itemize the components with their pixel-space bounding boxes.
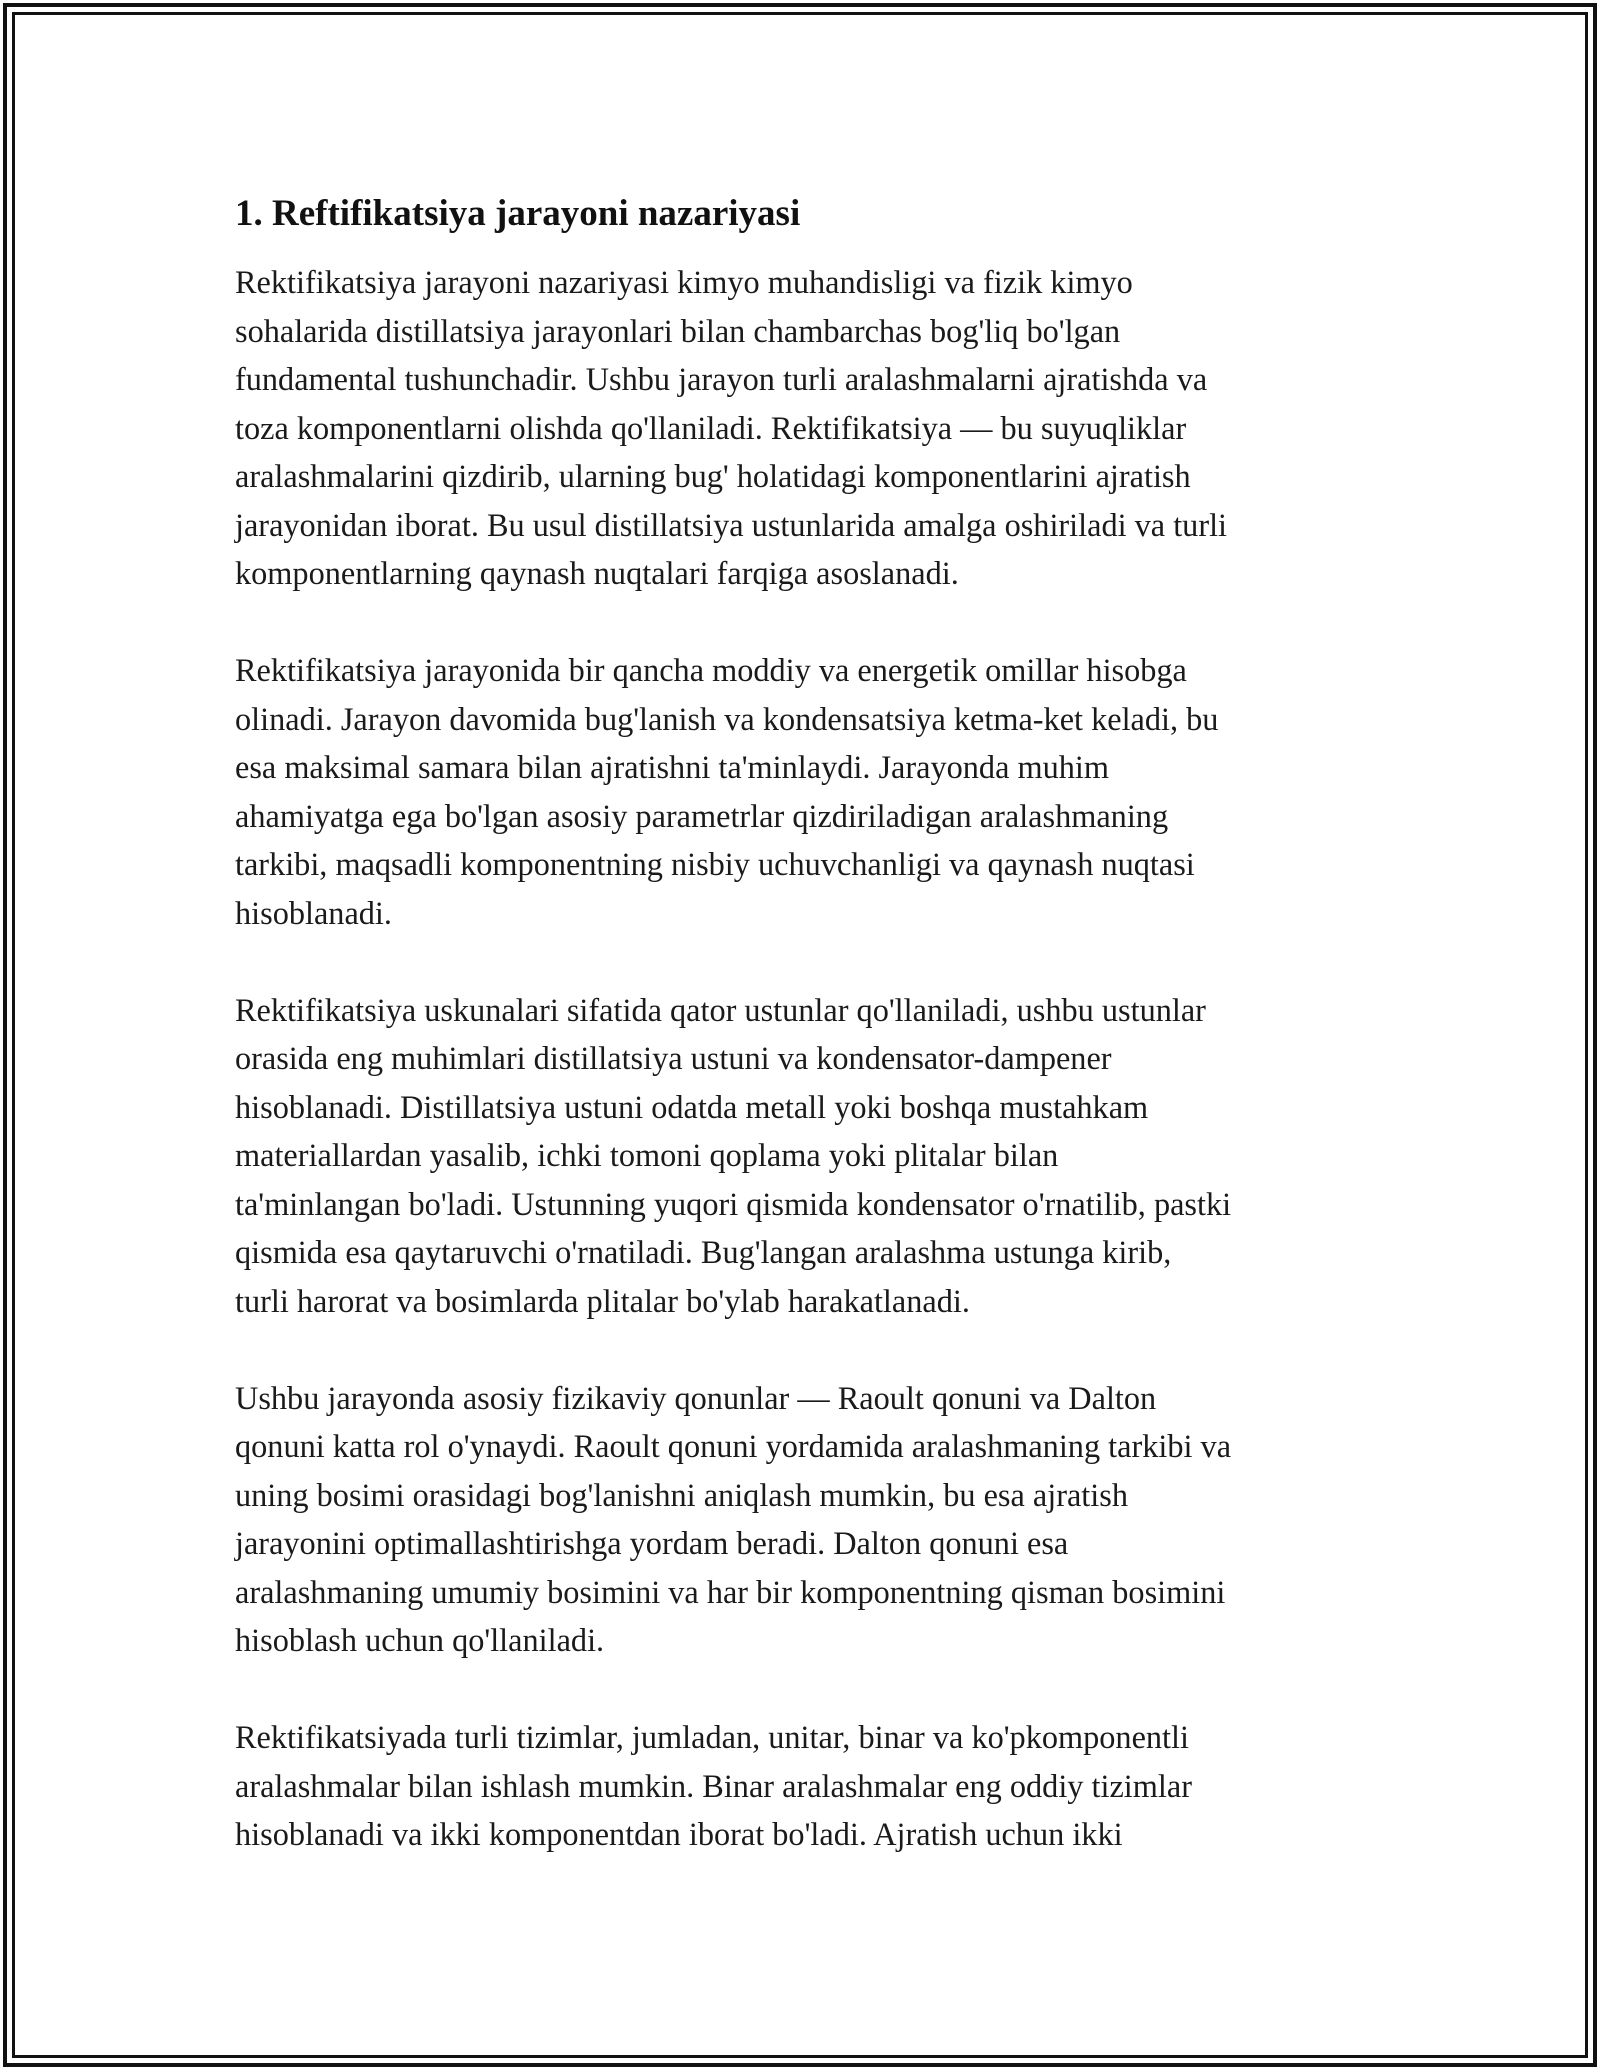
- text-line: Rektifikatsiya jarayonida bir qancha moddiy va energetik omillar hisobga: [235, 652, 1187, 688]
- text-line: orasida eng muhimlari distillatsiya ustuni va kondensator-dampener: [235, 1040, 1112, 1076]
- text-line: esa maksimal samara bilan ajratishni ta'minlaydi. Jarayonda muhim: [235, 749, 1110, 785]
- paragraph-4: [235, 1374, 1375, 1665]
- text-line: fundamental tushunchadir. Ushbu jarayon turli aralashmalarni ajratishda va: [235, 361, 1208, 397]
- text-line: sohalarida distillatsiya jarayonlari bilan chambarchas bog'liq bo'lgan: [235, 312, 1121, 349]
- paragraph-3: [235, 986, 1375, 1326]
- text-line: materiallardan yasalib, ichki tomoni qoplama yoki plitalar bilan: [235, 1137, 1059, 1173]
- paragraph-1: [235, 258, 1375, 598]
- text-line: hisoblanadi. Distillatsiya ustuni odatda metall yoki boshqa mustahkam: [235, 1088, 1149, 1125]
- text-line: qonuni katta rol o'ynaydi. Raoult qonuni yordamida aralashmaning tarkibi va: [235, 1428, 1232, 1464]
- text-line: Rektifikatsiya jarayoni nazariyasi kimyo muhandisligi va fizik kimyo: [235, 264, 1133, 300]
- text-line: qismida esa qaytaruvchi o'rnatiladi. Bug'langan aralashma ustunga kirib,: [235, 1234, 1172, 1270]
- text-line: Ushbu jarayonda asosiy fizikaviy qonunlar — Raoult qonuni va Dalton: [235, 1379, 1157, 1416]
- text-line: olinadi. Jarayon davomida bug'lanish va kondensatsiya ketma-ket keladi, bu: [235, 700, 1219, 737]
- text-line: Rektifikatsiya uskunalari sifatida qator ustunlar qo'llaniladi, ushbu ustunlar: [235, 991, 1206, 1028]
- text-line: turli harorat va bosimlarda plitalar bo'ylab harakatlanadi.: [235, 1282, 970, 1319]
- text-line: tarkibi, maqsadli komponentning nisbiy uchuvchanligi va qaynash nuqtasi: [235, 846, 1195, 882]
- text-line: uning bosimi orasidagi bog'lanishni aniqlash mumkin, bu esa ajratish: [235, 1476, 1128, 1513]
- section-heading: 1. Reftifikatsiya jarayoni nazariyasi: [235, 193, 801, 234]
- text-line: aralashmalarini qizdirib, ularning bug' holatidagi komponentlarini ajratish: [235, 458, 1191, 494]
- document-body: [235, 188, 1375, 1907]
- text-line: hisoblanadi.: [235, 894, 392, 931]
- text-line: toza komponentlarni olishda qo'llaniladi. Rektifikatsiya — bu suyuqliklar: [235, 409, 1187, 446]
- text-line: jarayonidan iborat. Bu usul distillatsiya ustunlarida amalga oshiriladi va turli: [235, 506, 1228, 543]
- text-line: komponentlarning qaynash nuqtalari farqiga asoslanadi.: [235, 555, 959, 591]
- paragraph-2: [235, 646, 1375, 937]
- text-line: ahamiyatga ega bo'lgan asosiy parametrlar qizdiriladigan aralashmaning: [235, 797, 1169, 834]
- text-line: aralashmalar bilan ishlash mumkin. Binar aralashmalar eng oddiy tizimlar: [235, 1767, 1192, 1804]
- text-line: jarayonini optimallashtirishga yordam beradi. Dalton qonuni esa: [235, 1525, 1069, 1561]
- text-line: ta'minlangan bo'ladi. Ustunning yuqori qismida kondensator o'rnatilib, pastki: [235, 1185, 1232, 1222]
- text-line: hisoblanadi va ikki komponentdan iborat bo'ladi. Ajratish uchun ikki: [235, 1816, 1123, 1852]
- paragraph-5: [235, 1713, 1375, 1859]
- text-line: Rektifikatsiyada turli tizimlar, jumladan, unitar, binar va ko'pkomponentli: [235, 1719, 1189, 1755]
- text-line: aralashmaning umumiy bosimini va har bir komponentning qisman bosimini: [235, 1573, 1226, 1610]
- text-line: hisoblash uchun qo'llaniladi.: [235, 1622, 605, 1658]
